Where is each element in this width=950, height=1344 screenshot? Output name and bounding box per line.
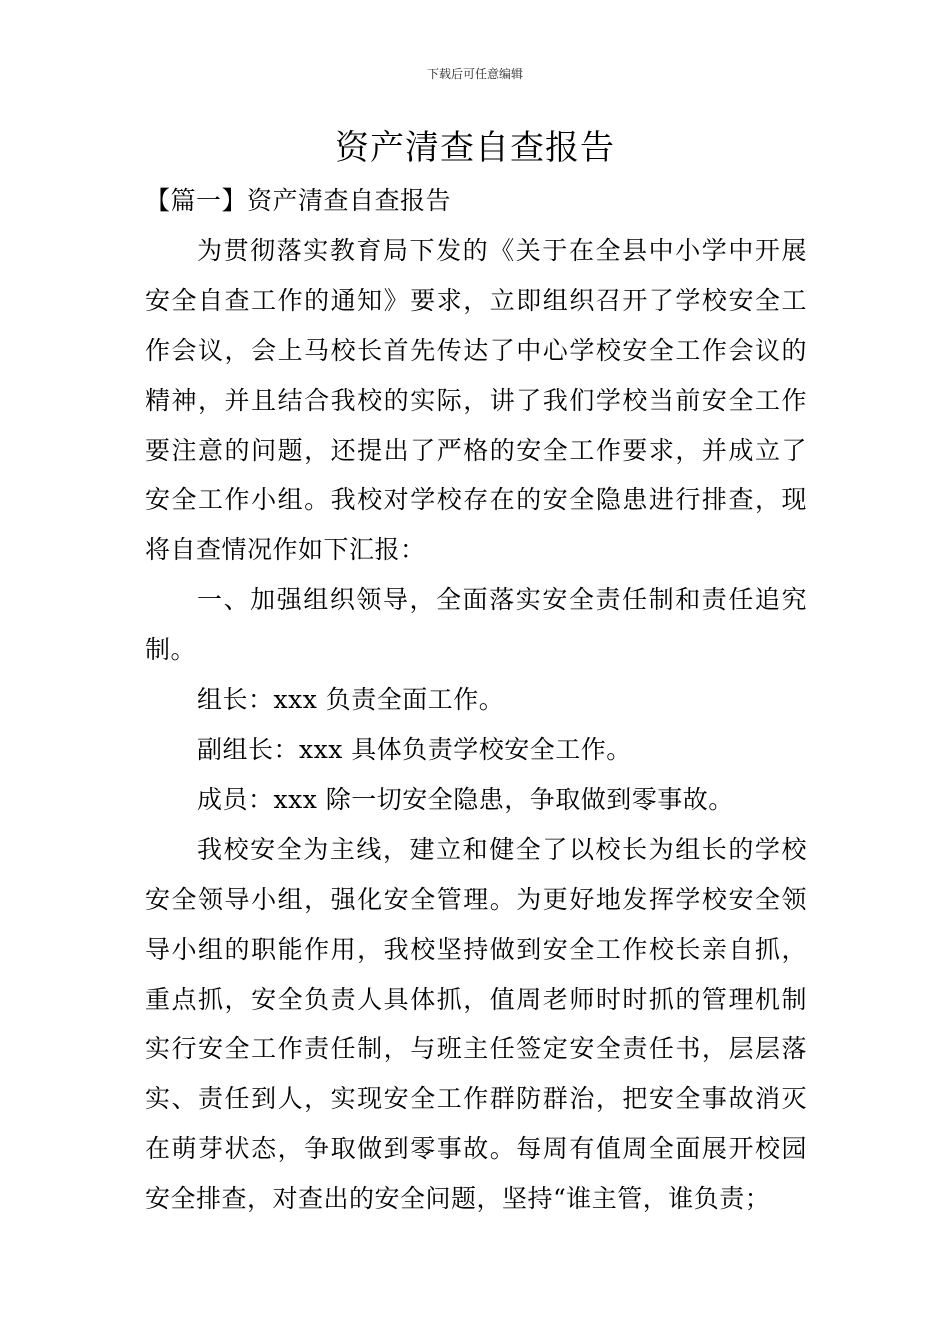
paragraph: 副组长：xxx 具体负责学校安全工作。 — [197, 734, 632, 764]
paragraph: 我校安全为主线，建立和健全了以校长为组长的学校安全领导小组，强化安全管理。为更好地发挥学校安全领导小组的职能作用，我校坚持做到安全工作校长亲自抓，重点抓，安全负责人具体抓，值周老师时时抓的管理机制实行安全工作责任制，与班主任签定安全责任书，层层落实、责任到人，实现安全工作群防群治，把安全事故消灭在萌芽状态，争取做到零事故。每周有值周全面展开校园安全排查，对查出的安全问题，坚持“谁主管，谁负责； — [145, 834, 807, 1214]
paragraph: 组长：xxx 负责全面工作。 — [197, 685, 505, 715]
header-note: 下载后可任意编辑 — [426, 67, 523, 81]
document-title: 资产清查自查报告 — [335, 128, 615, 168]
section-heading: 【篇一】资产清查自查报告 — [145, 186, 452, 215]
document-body — [145, 176, 807, 1224]
paragraph: 成员：xxx 除一切安全隐患，争取做到零事故。 — [197, 784, 734, 814]
paragraph: 为贯彻落实教育局下发的《关于在全县中小学中开展安全自查工作的通知》要求，立即组织召开了学校安全工作会议，会上马校长首先传达了中心学校安全工作会议的精神，并且结合我校的实际，讲了我们学校当前安全工作要注意的问题，还提出了严格的安全工作要求，并成立了安全工作小组。我校对学校存在的安全隐患进行排查，现将自查情况作如下汇报： — [145, 235, 807, 565]
paragraph: 一、加强组织领导，全面落实安全责任制和责任追究制。 — [145, 585, 807, 665]
